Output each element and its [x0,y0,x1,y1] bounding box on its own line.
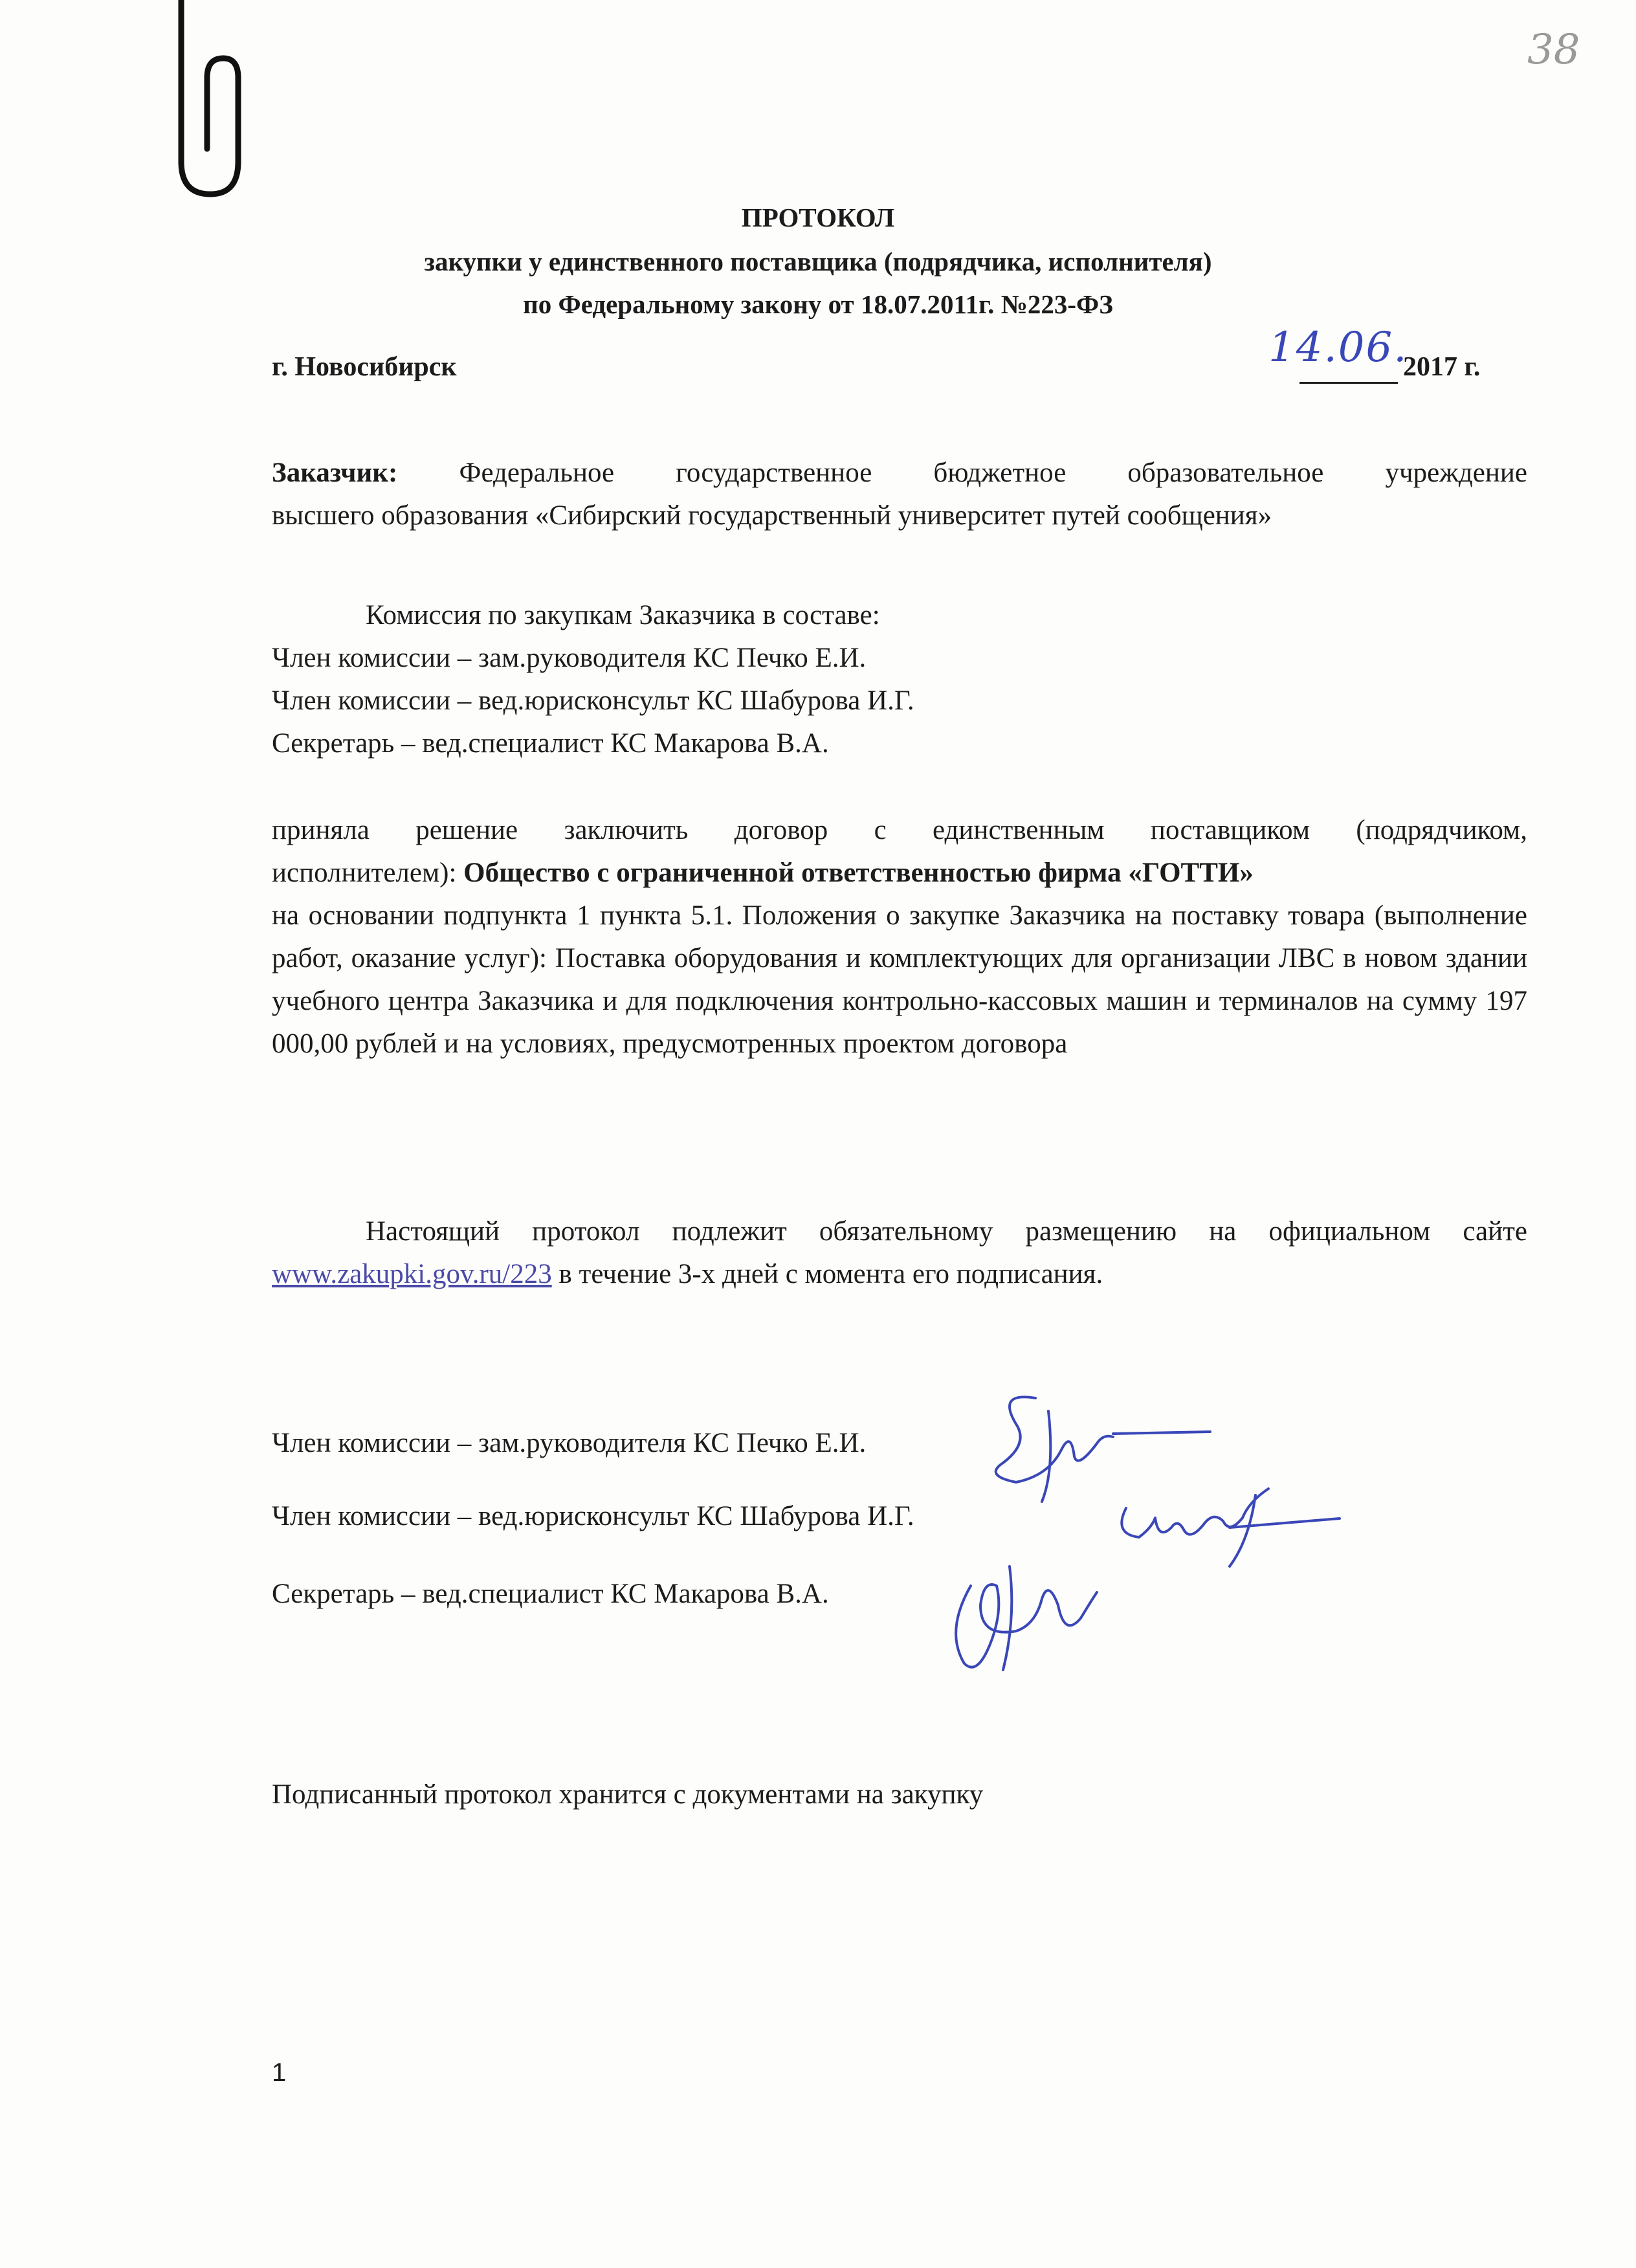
date-year: 2017 г. [1403,352,1481,382]
decision-line-2 [272,852,1254,895]
publication-line-1: Настоящий протокол подлежит обязательному размещению на официальном сайте [366,1216,1527,1247]
storage-note: Подписанный протокол хранится с документами на закупку [272,1779,984,1810]
signatory-line: Член комиссии – вед.юрисконсульт КС Шабурова И.Г. [272,1501,914,1531]
signatory-line: Секретарь – вед.специалист КС Макарова В.А. [272,1579,829,1609]
decision-line-1: приняла решение заключить договор с единственным поставщиком (подрядчиком, [272,815,1527,845]
decision-basis: на основании подпункта 1 пункта 5.1. Положения о закупке Заказчика на поставку товара (выполнение работ, оказание услуг): Поставка оборудования и комплектующих для организации ЛВС в новом здании учебного центра Заказчика и для подключения контрольно-кассовых машин и терминалов на сумму 197 000,00 рублей и на условиях, предусмотренных проектом договора [272,900,1527,1059]
customer-line-1 [272,452,1527,495]
commission-member: Член комиссии – вед.юрисконсульт КС Шабурова И.Г. [272,685,914,716]
folio-number: 38 [1527,26,1580,74]
commission-intro: Комиссия по закупкам Заказчика в составе: [366,600,880,630]
supplier-name: Общество с ограниченной ответственностью фирма «ГОТТИ» [463,858,1254,888]
handwritten-date: 14.06. [1268,324,1408,372]
commission-secretary: Секретарь – вед.специалист КС Макарова В.А. [272,728,829,759]
document-subtitle: закупки у единственного поставщика (подрядчика, исполнителя) [424,247,1212,276]
city: г. Новосибирск [272,352,457,382]
document-title: ПРОТОКОЛ [741,203,895,232]
customer-name-part-1: Федеральное государственное бюджетное образовательное учреждение [459,458,1527,488]
commission-member: Член комиссии – зам.руководителя КС Печко Е.И. [272,643,867,673]
decision-prefix: исполнителем): [272,858,457,888]
customer-label: Заказчик: [272,458,398,488]
signatory-line: Член комиссии – зам.руководителя КС Печко Е.И. [272,1428,867,1458]
page-number: 1 [272,2058,287,2087]
handwritten-signatures [919,1372,1372,1683]
document-date [1268,324,1527,386]
customer-name-part-2: высшего образования «Сибирский государственный университет путей сообщения» [272,500,1272,531]
date-underline [1299,382,1398,384]
official-site-link[interactable]: www.zakupki.gov.ru/223 [272,1259,552,1289]
law-reference: по Федеральному закону от 18.07.2011г. №223-ФЗ [523,289,1113,319]
publication-line-2 [272,1253,1103,1296]
paper-clip-icon [162,0,246,207]
publication-deadline: в течение 3-х дней с момента его подписания. [551,1259,1103,1289]
